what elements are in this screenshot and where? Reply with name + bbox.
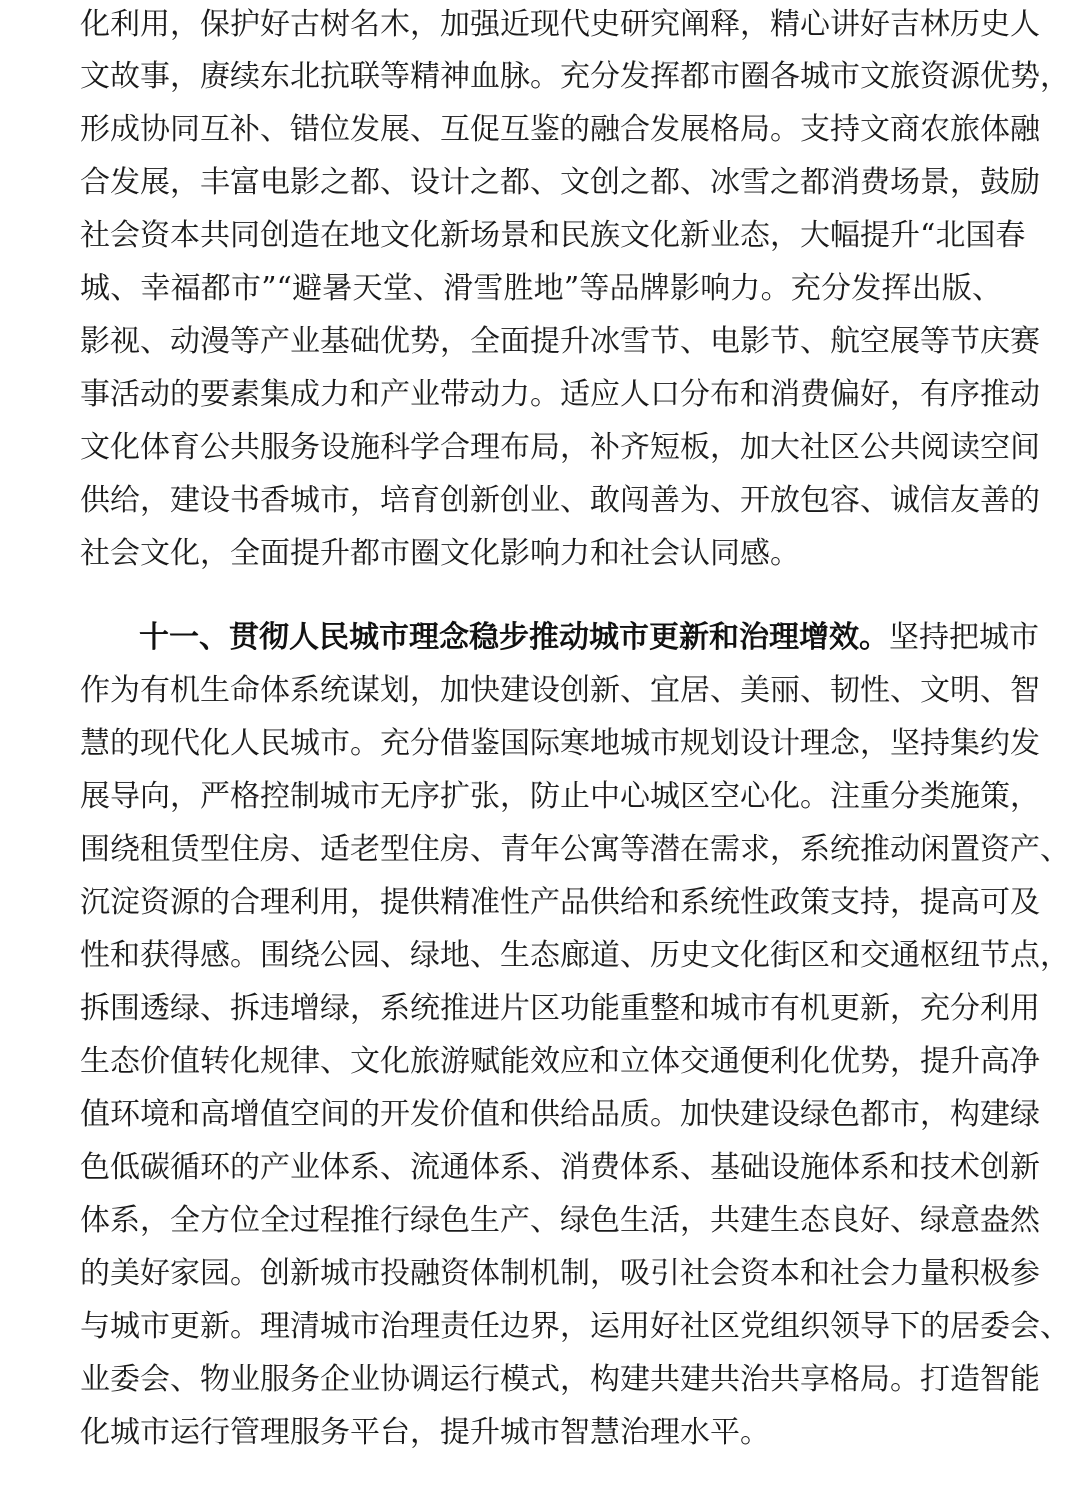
text-line: 社会文化，全面提升都市圈文化影响力和社会认同感。 — [80, 536, 800, 571]
text-line: 社会资本共同创造在地文化新场景和民族文化新业态，大幅提升“北国春 — [80, 218, 1026, 253]
text-line: 围绕租赁型住房、适老型住房、青年公寓等潜在需求，系统推动闲置资产、 — [80, 832, 1070, 867]
section-heading: 十一、贯彻人民城市理念稳步推动城市更新和治理增效。 — [139, 620, 889, 655]
section-heading-line — [139, 614, 1039, 662]
text-line: 文故事，赓续东北抗联等精神血脉。充分发挥都市圈各城市文旅资源优势， — [80, 59, 1070, 94]
text-line: 化城市运行管理服务平台，提升城市智慧治理水平。 — [80, 1415, 770, 1450]
text-line: 值环境和高增值空间的开发价值和供给品质。加快建设绿色都市，构建绿 — [80, 1097, 1040, 1132]
text-line: 沉淀资源的合理利用，提供精准性产品供给和系统性政策支持，提高可及 — [80, 885, 1040, 920]
text-line: 体系，全方位全过程推行绿色生产、绿色生活，共建生态良好、绿意盎然 — [80, 1203, 1040, 1238]
text-line: 展导向，严格控制城市无序扩张，防止中心城区空心化。注重分类施策， — [80, 779, 1040, 814]
text-line: 慧的现代化人民城市。充分借鉴国际寒地城市规划设计理念，坚持集约发 — [80, 726, 1040, 761]
text-line: 影视、动漫等产业基础优势，全面提升冰雪节、电影节、航空展等节庆赛 — [80, 324, 1040, 359]
text-line: 城、幸福都市”“避暑天堂、滑雪胜地”等品牌影响力。充分发挥出版、 — [80, 271, 1002, 306]
text-line: 文化体育公共服务设施科学合理布局，补齐短板，加大社区公共阅读空间 — [80, 430, 1040, 465]
text-line: 业委会、物业服务企业协调运行模式，构建共建共治共享格局。打造智能 — [80, 1362, 1040, 1397]
text-line: 形成协同互补、错位发展、互促互鉴的融合发展格局。支持文商农旅体融 — [80, 112, 1040, 147]
text-line: 与城市更新。理清城市治理责任边界，运用好社区党组织领导下的居委会、 — [80, 1309, 1070, 1344]
text-line: 性和获得感。围绕公园、绿地、生态廊道、历史文化街区和交通枢纽节点， — [80, 938, 1070, 973]
text-line: 合发展，丰富电影之都、设计之都、文创之都、冰雪之都消费场景，鼓励 — [80, 165, 1040, 200]
text-line: 生态价值转化规律、文化旅游赋能效应和立体交通便利化优势，提升高净 — [80, 1044, 1040, 1079]
text-line: 作为有机生命体系统谋划，加快建设创新、宜居、美丽、韧性、文明、智 — [80, 673, 1040, 708]
text-line: 化利用，保护好古树名木，加强近现代史研究阐释，精心讲好吉林历史人 — [80, 7, 1040, 42]
heading-line-text: 坚持把城市 — [889, 620, 1039, 655]
text-line: 色低碳循环的产业体系、流通体系、消费体系、基础设施体系和技术创新 — [80, 1150, 1040, 1185]
text-line: 的美好家园。创新城市投融资体制机制，吸引社会资本和社会力量积极参 — [80, 1256, 1040, 1291]
text-line: 事活动的要素集成力和产业带动力。适应人口分布和消费偏好，有序推动 — [80, 377, 1040, 412]
text-line: 供给，建设书香城市，培育创新创业、敢闯善为、开放包容、诚信友善的 — [80, 483, 1040, 518]
text-line: 拆围透绿、拆违增绿，系统推进片区功能重整和城市有机更新，充分利用 — [80, 991, 1040, 1026]
